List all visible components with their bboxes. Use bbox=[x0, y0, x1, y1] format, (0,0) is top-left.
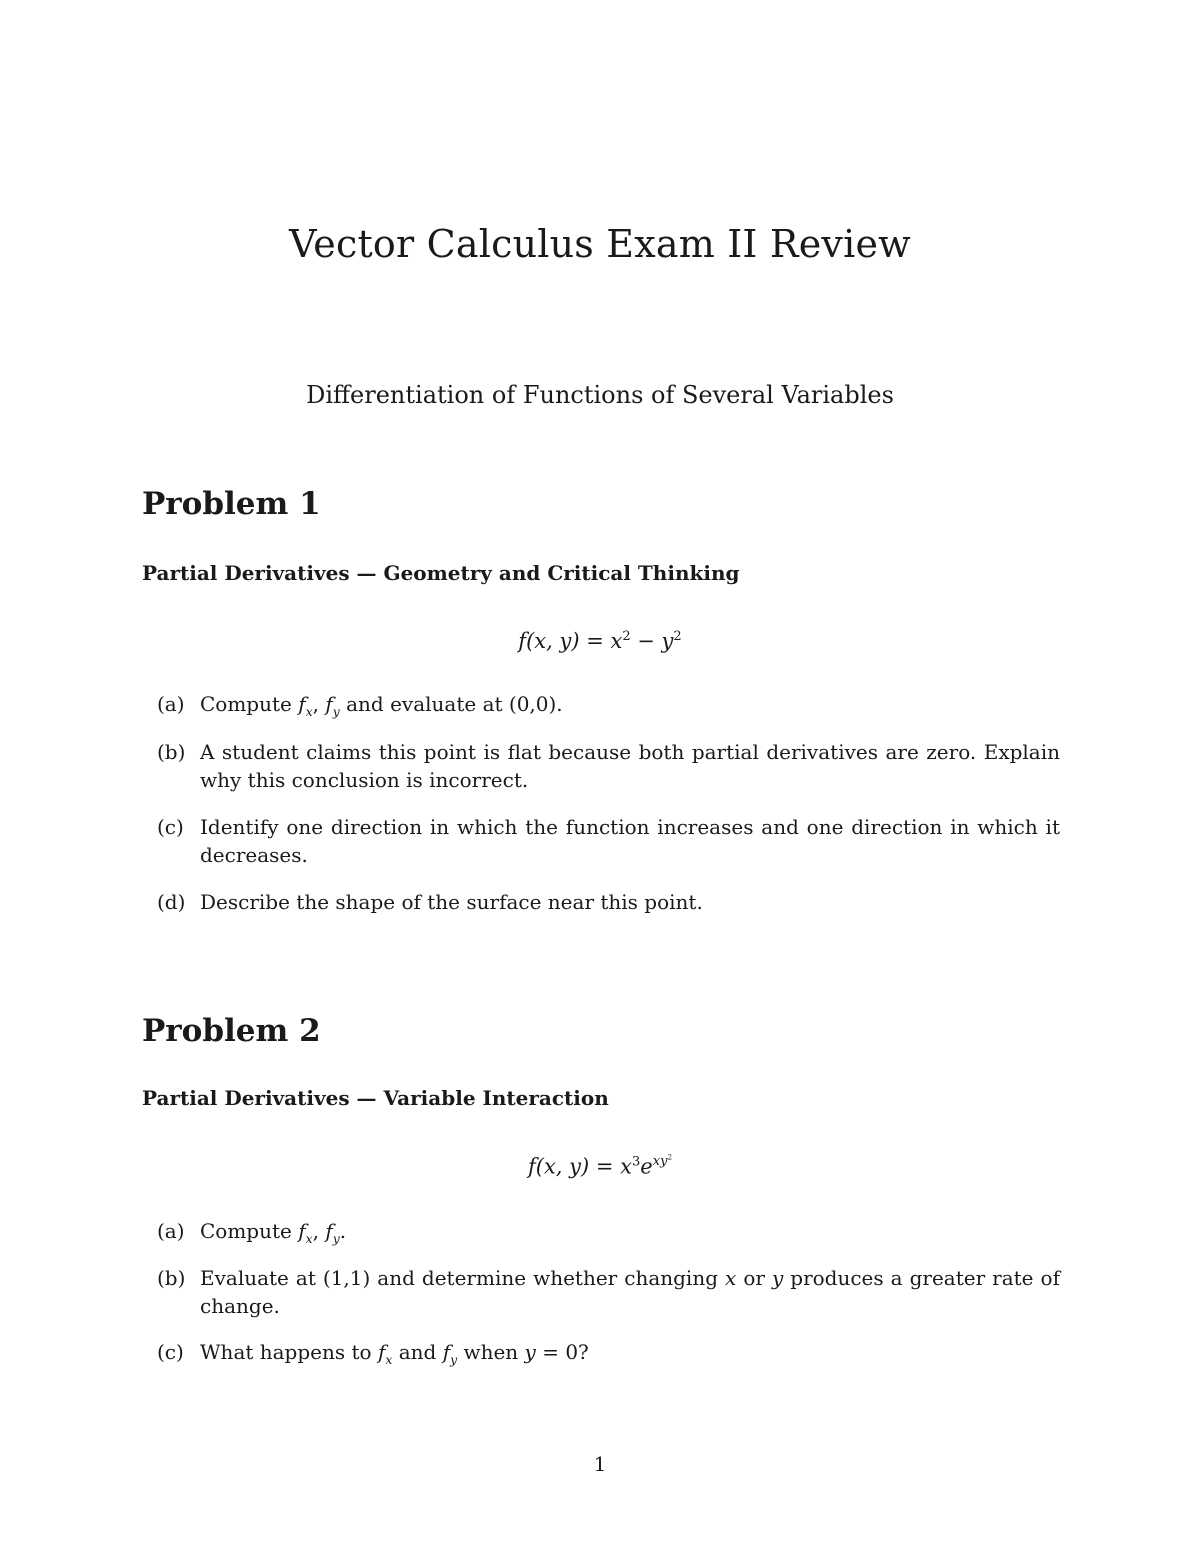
formula-exponent: xy2 bbox=[652, 1153, 672, 1170]
problem-1-item-c bbox=[157, 813, 1060, 869]
page-number: 1 bbox=[593, 1452, 607, 1476]
formula-equals: = bbox=[589, 1154, 621, 1179]
formula-term: x bbox=[610, 629, 623, 653]
formula-operator: − bbox=[630, 629, 662, 653]
item-label: (b) bbox=[157, 1266, 186, 1290]
page-title: Vector Calculus Exam II Review bbox=[289, 222, 911, 266]
problem-1-item-d bbox=[157, 888, 1060, 916]
problem-2-heading: Problem 2 bbox=[142, 1013, 321, 1049]
problem-1-heading: Problem 1 bbox=[142, 486, 321, 522]
item-text: Describe the shape of the surface near this point. bbox=[200, 890, 703, 914]
item-label: (a) bbox=[157, 692, 185, 716]
page-subtitle: Differentiation of Functions of Several Variables bbox=[306, 381, 894, 409]
formula-lhs: f(x, y) bbox=[528, 1154, 590, 1179]
item-label: (b) bbox=[157, 740, 186, 764]
problem-1-formula bbox=[0, 629, 1200, 653]
problem-1-item-a bbox=[157, 690, 1060, 726]
formula-exponent: 2 bbox=[622, 629, 631, 644]
item-text: A student claims this point is flat because both partial derivatives are zero. Explain why this conclusion is incorrect. bbox=[200, 740, 1060, 792]
item-label: (d) bbox=[157, 890, 186, 914]
item-label: (c) bbox=[157, 815, 184, 839]
formula-exponent: 2 bbox=[673, 629, 682, 644]
item-text: What happens to $f_x$ and $f_y$ when y = 0? bbox=[200, 1340, 589, 1367]
item-text: Evaluate at (1,1) and determine whether changing x or y produces a greater rate of change. bbox=[200, 1266, 1060, 1318]
problem-2-formula bbox=[0, 1153, 1200, 1178]
problem-2-topic: Partial Derivatives — Variable Interaction bbox=[142, 1086, 609, 1110]
item-label: (c) bbox=[157, 1340, 184, 1364]
item-text: Compute $f_x$, $f_y$ and evaluate at (0,0). bbox=[200, 692, 563, 719]
item-text: Identify one direction in which the function increases and one direction in which it decreases. bbox=[200, 815, 1060, 867]
formula-lhs: f(x, y) bbox=[518, 629, 580, 653]
formula-term: e bbox=[640, 1154, 653, 1179]
problem-2-item-c bbox=[157, 1338, 1060, 1374]
problem-1-topic: Partial Derivatives — Geometry and Critical Thinking bbox=[142, 561, 740, 585]
item-label: (a) bbox=[157, 1219, 185, 1243]
problem-1-item-b bbox=[157, 738, 1060, 794]
problem-2-item-b bbox=[157, 1264, 1060, 1320]
formula-exponent: 3 bbox=[632, 1154, 641, 1170]
formula-equals: = bbox=[579, 629, 611, 653]
problem-2-item-a bbox=[157, 1217, 1060, 1253]
formula-term: x bbox=[620, 1154, 633, 1179]
formula-term: y bbox=[661, 629, 674, 653]
item-text: Compute $f_x$, $f_y$. bbox=[200, 1219, 347, 1246]
